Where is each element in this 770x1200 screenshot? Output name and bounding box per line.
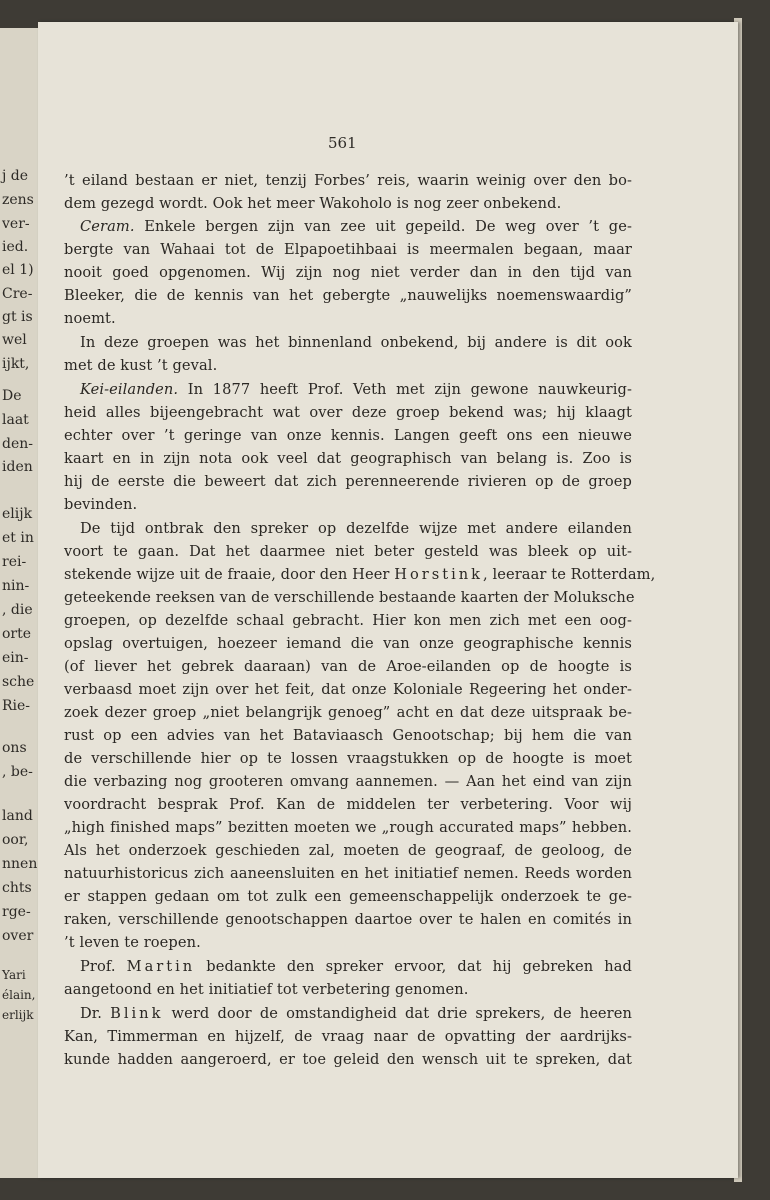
text-line: ’t eiland bestaan er niet, tenzij Forbes’ reis, waarin weinig over den bo-	[64, 172, 632, 189]
text-line: (of liever het gebrek daaraan) van de Aroe-eilanden op de hoogte is	[64, 658, 632, 675]
person-name: Blink	[110, 1005, 164, 1022]
margin-line: nnen	[2, 856, 38, 872]
text-line: geteekende reeksen van de verschillende bestaande kaarten der Moluksche	[64, 589, 635, 606]
margin-line: ver-	[2, 216, 30, 232]
text-line: opslag overtuigen, hoezeer iemand die van onze geographische kennis	[64, 635, 632, 652]
margin-line: , die	[2, 602, 33, 618]
text-line: die verbazing nog grooteren omvang aannemen. — Aan het eind van zijn	[64, 773, 632, 790]
page-number: 561	[328, 134, 357, 152]
margin-line: Cre-	[2, 286, 33, 302]
margin-line: ijkt,	[2, 356, 30, 372]
text-line: voort te gaan. Dat het daarmee niet beter gesteld was bleek op uit-	[64, 543, 632, 560]
margin-line: gt is	[2, 309, 33, 325]
text-line: zoek dezer groep „niet belangrijk genoeg” acht en dat deze uitspraak be-	[64, 704, 632, 721]
text-line: natuurhistoricus zich aaneensluiten en het initiatief nemen. Reeds worden	[64, 865, 632, 882]
text-line: ’t leven te roepen.	[64, 934, 201, 951]
book-page	[38, 22, 738, 1178]
person-name: Martin	[126, 958, 196, 975]
margin-line: iden	[2, 459, 33, 475]
text-line: bevinden.	[64, 496, 138, 513]
margin-line: Yari	[2, 968, 26, 982]
margin-line: oor,	[2, 832, 29, 848]
margin-line: ons	[2, 740, 27, 756]
text-line: „high finished maps” bezitten moeten we „rough accurated maps” hebben.	[64, 819, 632, 836]
text-line: raken, verschillende genootschappen daartoe over te halen en comités in	[64, 911, 632, 928]
text-line: heid alles bijeengebracht wat over deze groep bekend was; hij klaagt	[64, 404, 632, 421]
margin-line: sche	[2, 674, 35, 690]
margin-line: over	[2, 928, 34, 944]
margin-line: ied.	[2, 239, 29, 255]
text-line: de verschillende hier op te lossen vraagstukken op de hoogte is moet	[64, 750, 632, 767]
margin-line: land	[2, 808, 33, 824]
text-line: Prof. Martin bedankte den spreker ervoor, dat hij gebreken had	[80, 958, 632, 975]
margin-line: elijk	[2, 506, 33, 522]
margin-line: ein-	[2, 650, 29, 666]
section-heading: Kei-eilanden.	[80, 381, 179, 398]
margin-line: erlijk	[2, 1008, 34, 1022]
margin-line: j de	[2, 168, 29, 184]
margin-line: zens	[2, 192, 34, 208]
text-line: Als het onderzoek geschieden zal, moeten de geograaf, de geoloog, de	[64, 842, 632, 859]
text-line: aangetoond en het initiatief tot verbetering genomen.	[64, 981, 469, 998]
text-line: kunde hadden aangeroerd, er toe geleid den wensch uit te spreken, dat	[64, 1051, 632, 1068]
margin-line: , be-	[2, 764, 33, 780]
text-line: er stappen gedaan om tot zulk een gemeenschappelijk onderzoek te ge-	[64, 888, 632, 905]
text-line: De tijd ontbrak den spreker op dezelfde wijze met andere eilanden	[80, 520, 632, 537]
text-line: stekende wijze uit de fraaie, door den Heer Horstink, leeraar te Rotterdam,	[64, 566, 656, 583]
text-line: groepen, op dezelfde schaal gebracht. Hier kon men zich met een oog-	[64, 612, 632, 629]
text-line: met de kust ’t geval.	[64, 357, 218, 374]
margin-line: Rie-	[2, 698, 31, 714]
margin-line: élain,	[2, 988, 36, 1002]
text-line: nooit goed opgenomen. Wij zijn nog niet verder dan in den tijd van	[64, 264, 632, 281]
text-line: hij de eerste die beweert dat zich perenneerende rivieren op de groep	[64, 473, 632, 490]
text-line: verbaasd moet zijn over het feit, dat onze Koloniale Regeering het onder-	[64, 681, 632, 698]
text-line: noemt.	[64, 310, 116, 327]
text-line: bergte van Wahaai tot de Elpapoetihbaai is meermalen begaan, maar	[64, 241, 632, 258]
margin-line: chts	[2, 880, 32, 896]
margin-line: De	[2, 388, 22, 404]
person-name: Horstink	[394, 566, 484, 583]
margin-line: wel	[2, 332, 27, 348]
text-line: kaart en in zijn nota ook veel dat geographisch van belang is. Zoo is	[64, 450, 632, 467]
margin-line: rei-	[2, 554, 27, 570]
margin-line: et in	[2, 530, 34, 546]
text-line: echter over ’t geringe van onze kennis. Langen geeft ons een nieuwe	[64, 427, 632, 444]
text-line: Kei-eilanden. In 1877 heeft Prof. Veth met zijn gewone nauwkeurig-	[80, 381, 632, 398]
text-line: rust op een advies van het Bataviaasch Genootschap; bij hem die van	[64, 727, 632, 744]
text-line: In deze groepen was het binnenland onbekend, bij andere is dit ook	[80, 334, 632, 351]
margin-line: den-	[2, 436, 33, 452]
text-line: Kan, Timmerman en hijzelf, de vraag naar de opvatting der aardrijks-	[64, 1028, 632, 1045]
margin-line: rge-	[2, 904, 31, 920]
text-line: Bleeker, die de kennis van het gebergte „nauwelijks noemenswaardig”	[64, 287, 632, 304]
margin-line: orte	[2, 626, 32, 642]
section-heading: Ceram.	[80, 218, 135, 235]
text-line: Dr. Blink werd door de omstandigheid dat drie sprekers, de heeren	[80, 1005, 632, 1022]
margin-line: laat	[2, 412, 29, 428]
text-line: Ceram. Enkele bergen zijn van zee uit gepeild. De weg over ’t ge-	[80, 218, 632, 235]
text-line: dem gezegd wordt. Ook het meer Wakoholo is nog zeer onbekend.	[64, 195, 562, 212]
margin-line: nin-	[2, 578, 30, 594]
margin-line: el 1)	[2, 262, 34, 278]
text-line: voordracht besprak Prof. Kan de middelen ter verbetering. Voor wij	[64, 796, 632, 813]
